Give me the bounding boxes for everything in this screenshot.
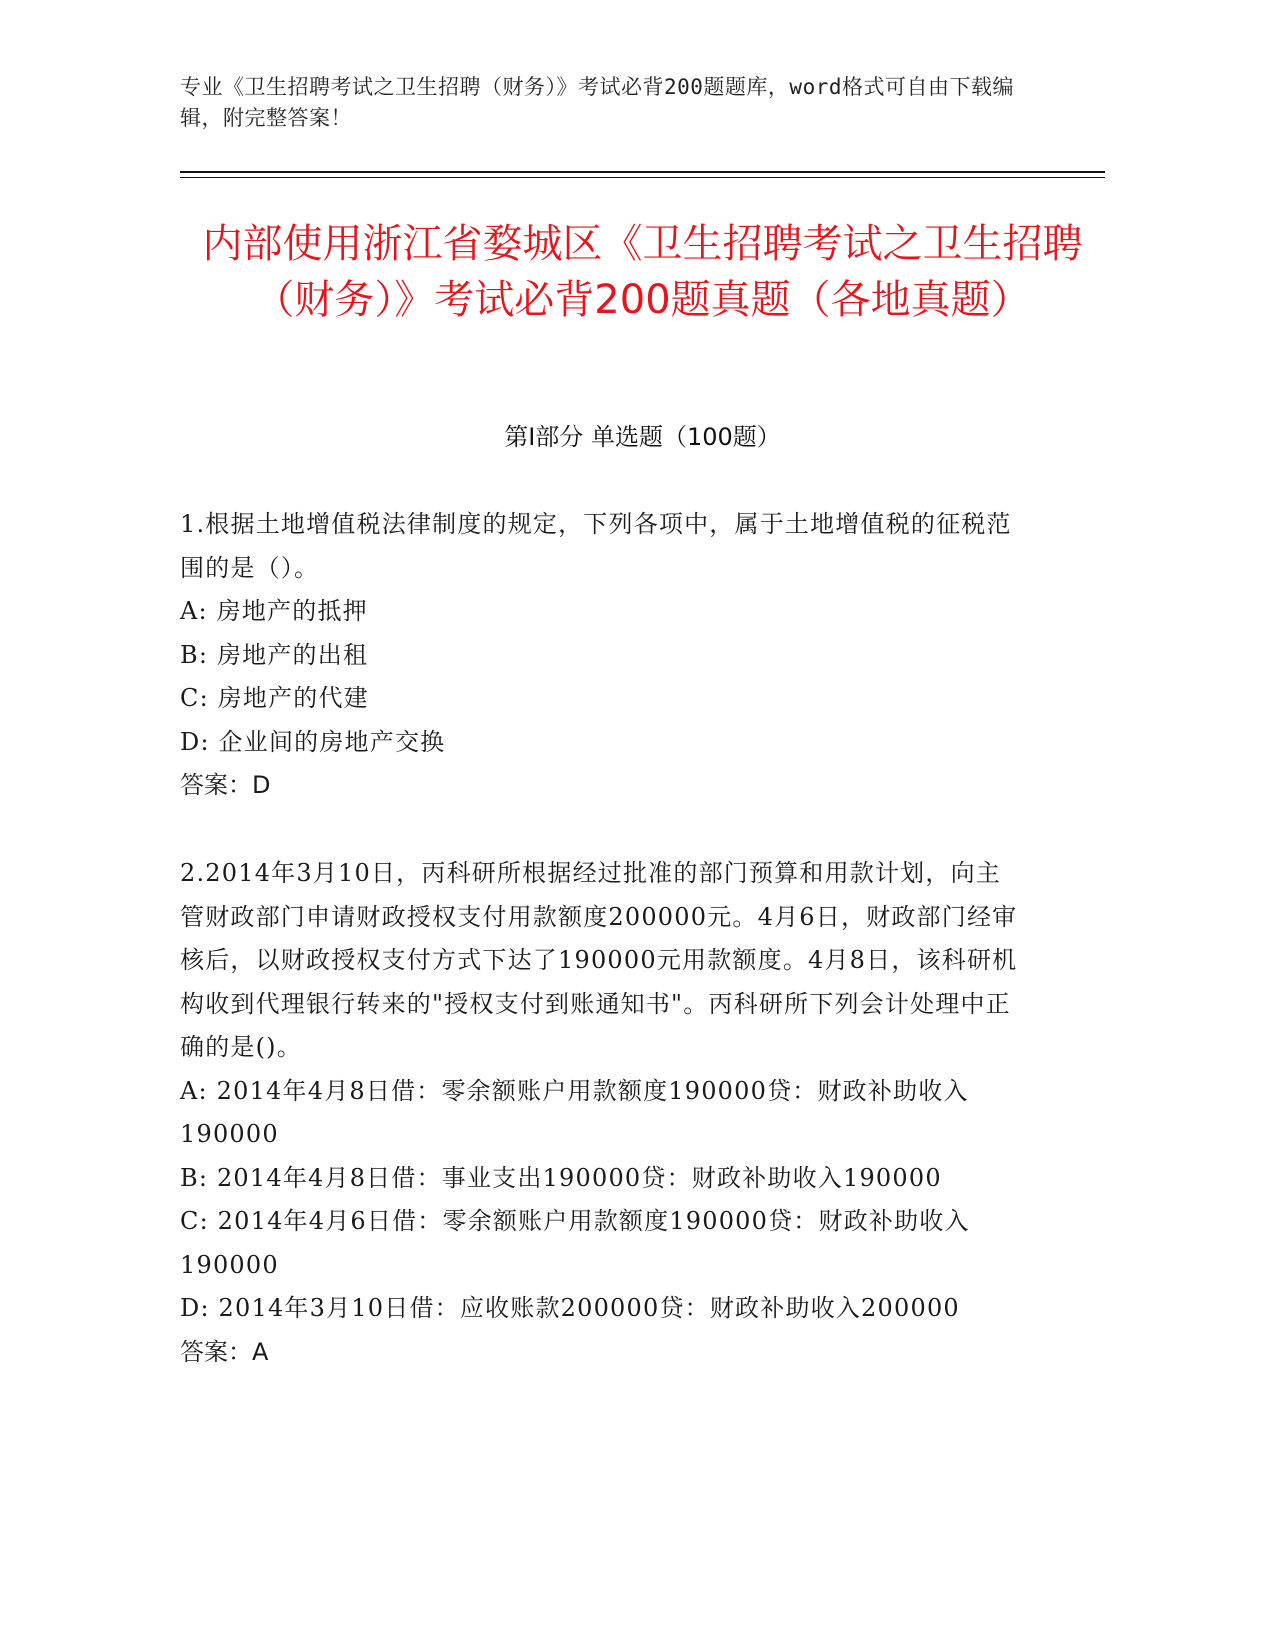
option-c: C: 房地产的代建: [180, 684, 369, 712]
option-a: A: 房地产的抵押: [180, 597, 368, 625]
header-note: 专业《卫生招聘考试之卫生招聘（财务）》考试必背200题题库，word格式可自由下载编辑，附完整答案！: [180, 75, 1014, 130]
question-1: [180, 503, 1025, 808]
header-divider-thick: [180, 171, 1105, 173]
option-c: C: 2014年4月6日借：零余额账户用款额度190000贷：财政补助收入190000: [180, 1207, 970, 1279]
option-d: D: 2014年3月10日借：应收账款200000贷：财政补助收入200000: [180, 1294, 960, 1322]
question-stem: 2.2014年3月10日，丙科研所根据经过批准的部门预算和用款计划，向主管财政部门申请财政授权支付用款额度200000元。4月6日，财政部门经审核后，以财政授权支付方式下达了190000元用款额度。4月8日，该科研机构收到代理银行转来的"授权支付到账通知书"。丙科研所下列会计处理中正确的是()。: [180, 859, 1018, 1061]
option-a: A: 2014年4月8日借：零余额账户用款额度190000贷：财政补助收入190000: [180, 1076, 969, 1148]
answer: 答案：A: [180, 1337, 269, 1366]
header-divider-thin: [180, 177, 1105, 178]
question-stem: 1.根据土地增值税法律制度的规定，下列各项中，属于土地增值税的征税范围的是（）。: [180, 510, 1012, 582]
section-title: 第I部分 单选题（100题）: [504, 423, 781, 451]
question-2: [180, 852, 1025, 1374]
answer: 答案：D: [180, 771, 271, 799]
option-b: B: 2014年4月8日借：事业支出190000贷：财政补助收入190000: [180, 1163, 942, 1192]
option-d: D: 企业间的房地产交换: [180, 727, 446, 756]
option-b: B: 房地产的出租: [180, 640, 369, 669]
document-title: 内部使用浙江省婺城区《卫生招聘考试之卫生招聘（财务）》考试必背200题真题（各地真题）: [202, 221, 1083, 323]
